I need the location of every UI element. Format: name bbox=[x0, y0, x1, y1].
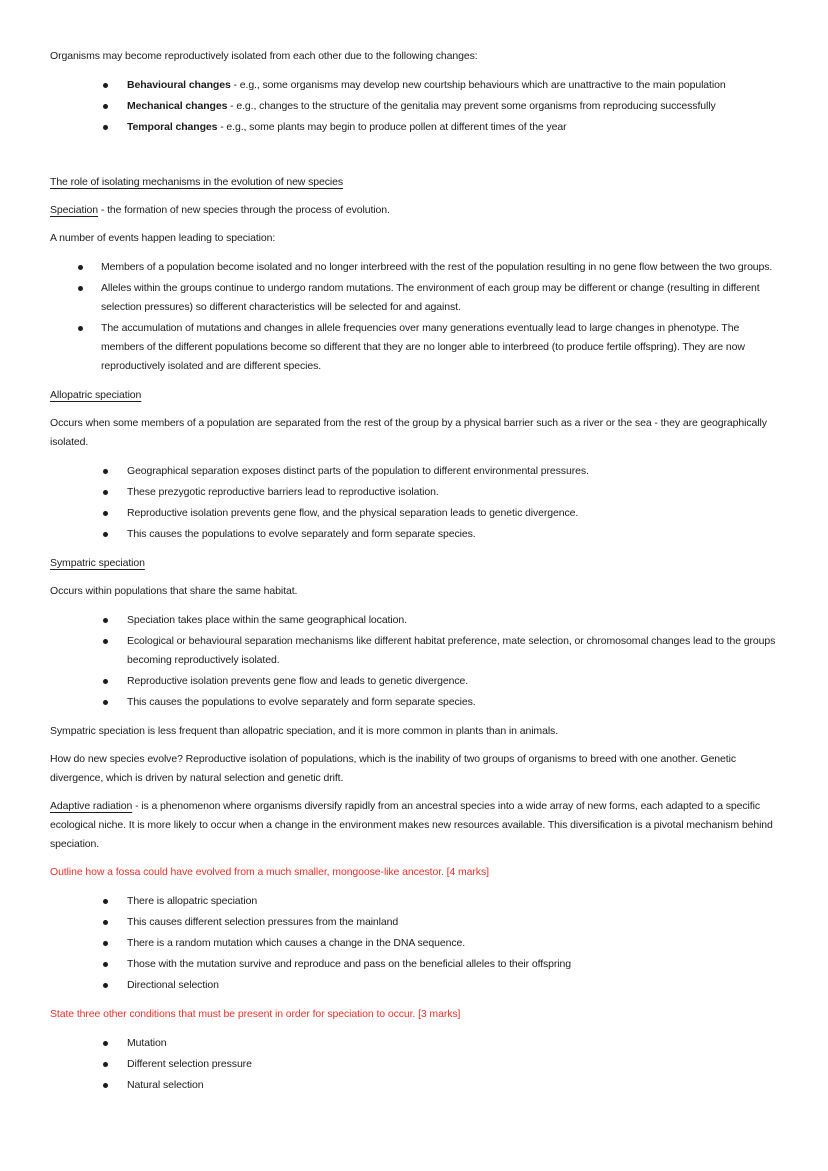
bullet-list bbox=[50, 76, 782, 137]
section-heading-text: Allopatric speciation bbox=[50, 389, 142, 401]
text-run: These prezygotic reproductive barriers lead to reproductive isolation. bbox=[127, 486, 439, 498]
bullet-list bbox=[50, 462, 782, 544]
bullet-item bbox=[50, 693, 782, 712]
text-run: Occurs when some members of a population are separated from the rest of the group by a physical barrier such as a river or the sea - they are geographically isolated. bbox=[50, 417, 767, 448]
bullet-item bbox=[50, 892, 782, 911]
text-run: - e.g., some organisms may develop new courtship behaviours which are unattractive to the main population bbox=[230, 79, 726, 91]
section-heading-text: The role of isolating mechanisms in the evolution of new species bbox=[50, 176, 344, 188]
bullet-item bbox=[50, 672, 782, 691]
paragraph bbox=[50, 229, 782, 248]
section-heading-text: Sympatric speciation bbox=[50, 557, 145, 569]
text-run: Those with the mutation survive and reproduce and pass on the beneficial alleles to their offspring bbox=[127, 958, 572, 970]
text-run: Speciation takes place within the same geographical location. bbox=[127, 614, 407, 626]
bullet-item bbox=[50, 1055, 782, 1074]
question-text bbox=[50, 863, 782, 882]
bold-term: Behavioural changes bbox=[127, 79, 231, 91]
text-run: - e.g., some plants may begin to produce pollen at different times of the year bbox=[217, 121, 567, 133]
bullet-item bbox=[50, 258, 782, 277]
text-run: There is a random mutation which causes a change in the DNA sequence. bbox=[127, 937, 466, 949]
text-run: Mutation bbox=[127, 1037, 167, 1049]
paragraph bbox=[50, 47, 782, 66]
text-run: There is allopatric speciation bbox=[127, 895, 258, 907]
question-text-run: Outline how a fossa could have evolved from a much smaller, mongoose-like ancestor. [4 marks] bbox=[50, 866, 489, 878]
text-run: Reproductive isolation prevents gene flow and leads to genetic divergence. bbox=[127, 675, 469, 687]
text-run: Directional selection bbox=[127, 979, 219, 991]
bullet-list bbox=[50, 258, 782, 376]
section-heading bbox=[50, 554, 782, 573]
text-run: Members of a population become isolated and no longer interbreed with the rest of the population resulting in no gene flow between the two groups. bbox=[101, 261, 773, 273]
bullet-item bbox=[50, 504, 782, 523]
vertical-spacer bbox=[50, 147, 782, 173]
bullet-item bbox=[50, 632, 782, 670]
text-run: Occurs within populations that share the same habitat. bbox=[50, 585, 298, 597]
text-run: Different selection pressure bbox=[127, 1058, 252, 1070]
text-run: - is a phenomenon where organisms diversify rapidly from an ancestral species into a wide array of new forms, each adapted to a specific ecological niche. It is more likely to occur when a change in the environment makes new resources available. This diversification is a pivotal mechanism behind speciation. bbox=[50, 800, 773, 850]
bullet-item bbox=[50, 611, 782, 630]
bullet-list bbox=[50, 611, 782, 712]
bullet-item bbox=[50, 976, 782, 995]
bullet-item bbox=[50, 913, 782, 932]
paragraph bbox=[50, 201, 782, 220]
bullet-list bbox=[50, 892, 782, 995]
text-run: Sympatric speciation is less frequent than allopatric speciation, and it is more common in plants than in animals. bbox=[50, 725, 559, 737]
bullet-item bbox=[50, 934, 782, 953]
paragraph bbox=[50, 797, 782, 854]
paragraph bbox=[50, 722, 782, 741]
question-text bbox=[50, 1005, 782, 1024]
underlined-term: Adaptive radiation bbox=[50, 800, 133, 812]
text-run: Alleles within the groups continue to undergo random mutations. The environment of each group may be different or change (resulting in different selection pressures) so different characteristics will be selected for and against. bbox=[101, 282, 760, 313]
bullet-item bbox=[50, 955, 782, 974]
bullet-item bbox=[50, 1076, 782, 1095]
question-text-run: State three other conditions that must be present in order for speciation to occur. [3 marks] bbox=[50, 1008, 461, 1020]
text-run: Reproductive isolation prevents gene flow, and the physical separation leads to genetic divergence. bbox=[127, 507, 579, 519]
bullet-item bbox=[50, 525, 782, 544]
section-heading bbox=[50, 386, 782, 405]
bullet-item bbox=[50, 97, 782, 116]
bold-term: Mechanical changes bbox=[127, 100, 228, 112]
bullet-item bbox=[50, 462, 782, 481]
bullet-item bbox=[50, 319, 782, 376]
bullet-item bbox=[50, 1034, 782, 1053]
paragraph bbox=[50, 750, 782, 788]
text-run: Ecological or behavioural separation mechanisms like different habitat preference, mate selection, or chromosomal changes lead to the groups becoming reproductively isolated. bbox=[127, 635, 776, 666]
text-run: This causes the populations to evolve separately and form separate species. bbox=[127, 528, 476, 540]
bullet-item bbox=[50, 118, 782, 137]
bullet-item bbox=[50, 483, 782, 502]
underlined-term: Speciation bbox=[50, 204, 99, 216]
section-heading bbox=[50, 173, 782, 192]
text-run: Organisms may become reproductively isolated from each other due to the following changes: bbox=[50, 50, 478, 62]
bold-term: Temporal changes bbox=[127, 121, 218, 133]
text-run: - e.g., changes to the structure of the genitalia may prevent some organisms from reproducing successfully bbox=[227, 100, 716, 112]
bullet-item bbox=[50, 76, 782, 95]
bullet-list bbox=[50, 1034, 782, 1095]
text-run: - the formation of new species through the process of evolution. bbox=[98, 204, 390, 216]
text-run: Natural selection bbox=[127, 1079, 204, 1091]
paragraph bbox=[50, 582, 782, 601]
text-run: A number of events happen leading to speciation: bbox=[50, 232, 276, 244]
text-run: How do new species evolve? Reproductive isolation of populations, which is the inability of two groups of organisms to breed with one another. Genetic divergence, which is driven by natural selection and genetic drift. bbox=[50, 753, 736, 784]
paragraph bbox=[50, 414, 782, 452]
text-run: The accumulation of mutations and changes in allele frequencies over many generations eventually lead to large changes in phenotype. The members of the different populations become so different that they are no longer able to interbreed (to produce fertile offspring). They are now reproductively isolated and are different species. bbox=[101, 322, 745, 372]
text-run: Geographical separation exposes distinct parts of the population to different environmental pressures. bbox=[127, 465, 589, 477]
text-run: This causes the populations to evolve separately and form separate species. bbox=[127, 696, 476, 708]
bullet-item bbox=[50, 279, 782, 317]
text-run: This causes different selection pressures from the mainland bbox=[127, 916, 399, 928]
